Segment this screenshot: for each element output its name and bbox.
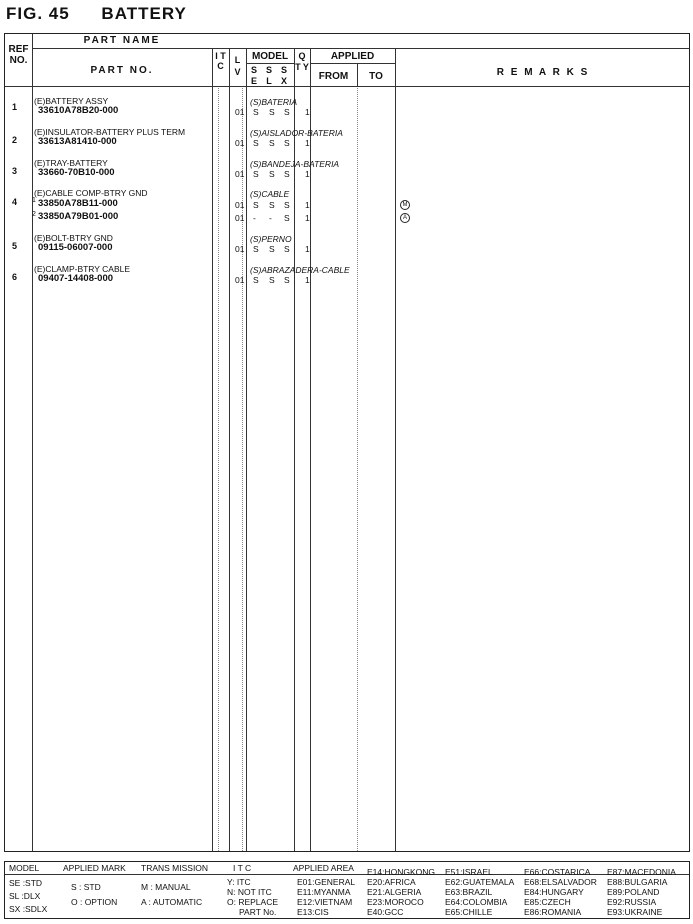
part-description: (E)BOLT-BTRY GND	[34, 233, 113, 243]
legend-area: E62:GUATEMALA	[445, 877, 515, 887]
model-sl: S	[269, 200, 275, 210]
part-number: 09407-14408-000	[38, 273, 114, 284]
legend-area: E86:ROMANIA	[524, 907, 582, 917]
legend-applied-option: O : OPTION	[71, 897, 118, 907]
model-sx: S	[284, 213, 290, 223]
model-se: S	[253, 138, 259, 148]
manual-transmission-mark-icon: M	[400, 200, 410, 210]
ref-number: 4	[12, 197, 18, 207]
model-sx: S	[284, 169, 290, 179]
model-se: S	[253, 275, 259, 285]
legend-area: E12:VIETNAM	[297, 897, 353, 907]
legend-box	[4, 861, 690, 919]
legend-area: E64:COLOMBIA	[445, 897, 508, 907]
legend-area: E84:HUNGARY	[524, 887, 584, 897]
legend-itc-part-no: PART No.	[239, 907, 277, 917]
model-se: -	[253, 213, 256, 223]
table-row	[5, 233, 691, 257]
model-se: S	[253, 169, 259, 179]
part-description: (E)INSULATOR-BATTERY PLUS TERM	[34, 127, 186, 137]
quantity: 1	[305, 275, 310, 285]
legend-area: E88:BULGARIA	[607, 877, 668, 887]
level: 01	[235, 244, 245, 254]
model-sl: S	[269, 169, 275, 179]
legend-model-sx: SX :SDLX	[9, 904, 48, 914]
level: 01	[235, 107, 245, 117]
header-to: TO	[369, 71, 383, 82]
part-number: 09115-06007-000	[38, 242, 113, 253]
legend-area: E65:CHILLE	[445, 907, 493, 917]
quantity: 1	[305, 169, 310, 179]
sub-index: 1	[32, 197, 36, 204]
part-number: 33613A81410-000	[38, 136, 117, 147]
header-part-no: PART NO.	[90, 65, 154, 76]
legend-area: E01:GENERAL	[297, 877, 356, 887]
legend-area: E11:MYANMA	[297, 887, 351, 897]
model-sx: S	[284, 244, 290, 254]
model-sx: S	[284, 200, 290, 210]
model-sx: S	[284, 275, 290, 285]
part-description: (E)TRAY-BATTERY	[34, 158, 108, 168]
legend-itc-n: N: NOT ITC	[227, 887, 272, 897]
spanish-name: (S)PERNO	[250, 234, 292, 244]
header-part-name: PART NAME	[83, 35, 161, 46]
parts-table	[4, 33, 690, 852]
spanish-name: (S)BATERIA	[250, 97, 298, 107]
part-number: 33850A79B01-000	[38, 211, 119, 222]
legend-area: E85:CZECH	[524, 897, 571, 907]
model-sx: S	[284, 107, 290, 117]
quantity: 1	[305, 200, 310, 210]
legend-area: E40:GCC	[367, 907, 404, 917]
table-row	[5, 188, 691, 212]
header-model-se: S E	[250, 65, 257, 86]
table-row	[5, 264, 691, 288]
spanish-name: (S)CABLE	[250, 189, 290, 199]
header-from: FROM	[318, 71, 349, 82]
model-se: S	[253, 107, 259, 117]
quantity: 1	[305, 244, 310, 254]
table-row	[5, 210, 691, 224]
sub-index: 2	[32, 211, 36, 218]
header-lv: L V	[234, 55, 241, 77]
header-bottom-line	[5, 86, 689, 87]
legend-area: E21:ALGERIA	[367, 887, 422, 897]
level: 01	[235, 213, 245, 223]
level: 01	[235, 138, 245, 148]
legend-area: E23:MOROCO	[367, 897, 424, 907]
legend-area: E63:BRAZIL	[445, 887, 493, 897]
figure-number: FIG. 45	[6, 4, 70, 23]
table-row	[5, 158, 691, 182]
legend-area: E20:AFRICA	[367, 877, 416, 887]
ref-number: 6	[12, 272, 18, 282]
ref-number: 1	[12, 102, 18, 112]
level: 01	[235, 200, 245, 210]
header-remarks: R E M A R K S	[496, 67, 590, 78]
header-model-sx: S X	[280, 65, 287, 86]
header-applied: APPLIED	[330, 51, 375, 62]
legend-trans-automatic: A : AUTOMATIC	[141, 897, 203, 907]
automatic-transmission-mark-icon: A	[400, 213, 410, 223]
header-ref-no: REF NO.	[8, 44, 29, 66]
figure-name: BATTERY	[101, 4, 187, 23]
legend-area: E66:COSTARICA	[524, 867, 591, 877]
table-row	[5, 96, 691, 120]
legend-itc-title: I T C	[233, 863, 252, 873]
table-row	[5, 127, 691, 151]
model-sl: S	[269, 275, 275, 285]
model-se: S	[253, 200, 259, 210]
legend-applied-std: S : STD	[71, 882, 101, 892]
part-description: (E)BATTERY ASSY	[34, 96, 109, 106]
legend-area-title: APPLIED AREA	[293, 863, 354, 873]
legend-area: E89:POLAND	[607, 887, 660, 897]
legend-area: E68:ELSALVADOR	[524, 877, 597, 887]
page-title	[6, 4, 187, 24]
part-description: (E)CABLE COMP-BTRY GND	[34, 188, 148, 198]
quantity: 1	[305, 213, 310, 223]
header-model: MODEL	[251, 51, 289, 62]
level: 01	[235, 275, 245, 285]
row-divider	[246, 63, 294, 64]
model-sx: S	[284, 138, 290, 148]
header-qty: Q T Y	[295, 51, 309, 72]
legend-model-sl: SL :DLX	[9, 891, 41, 901]
legend-area: E14:HONGKONG	[367, 867, 436, 877]
model-sl: S	[269, 244, 275, 254]
model-sl: -	[269, 213, 272, 223]
legend-area: E92:RUSSIA	[607, 897, 657, 907]
spanish-name: (S)AISLADOR-BATERIA	[250, 128, 343, 138]
part-number: 33660-70B10-000	[38, 167, 115, 178]
row-divider	[310, 63, 395, 64]
col-divider	[32, 34, 33, 851]
model-sl: S	[269, 138, 275, 148]
ref-number: 5	[12, 241, 18, 251]
quantity: 1	[305, 138, 310, 148]
header-model-sl: S L	[265, 65, 272, 86]
quantity: 1	[305, 107, 310, 117]
model-se: S	[253, 244, 259, 254]
legend-area: E87:MACEDONIA	[607, 867, 676, 877]
legend-area: E13:CIS	[297, 907, 329, 917]
ref-number: 2	[12, 135, 18, 145]
row-divider	[32, 48, 689, 49]
spanish-name: (S)ABRAZADERA-CABLE	[250, 265, 350, 275]
legend-trans-title: TRANS MISSION	[141, 863, 209, 873]
header-itc: I T C	[215, 51, 226, 71]
model-sl: S	[269, 107, 275, 117]
part-description: (E)CLAMP-BTRY CABLE	[34, 264, 131, 274]
level: 01	[235, 169, 245, 179]
legend-model-title: MODEL	[9, 863, 40, 873]
legend-model-se: SE :STD	[9, 878, 43, 888]
spanish-name: (S)BANDEJA-BATERIA	[250, 159, 340, 169]
legend-area: E51:ISRAEL	[445, 867, 493, 877]
part-number: 33850A78B11-000	[38, 198, 118, 209]
legend-itc-y: Y: ITC	[227, 877, 251, 887]
legend-trans-manual: M : MANUAL	[141, 882, 191, 892]
legend-itc-o: O: REPLACE	[227, 897, 279, 907]
part-number: 33610A78B20-000	[38, 105, 119, 116]
legend-applied-mark-title: APPLIED MARK	[63, 863, 126, 873]
ref-number: 3	[12, 166, 18, 176]
legend-area: E93:UKRAINE	[607, 907, 663, 917]
